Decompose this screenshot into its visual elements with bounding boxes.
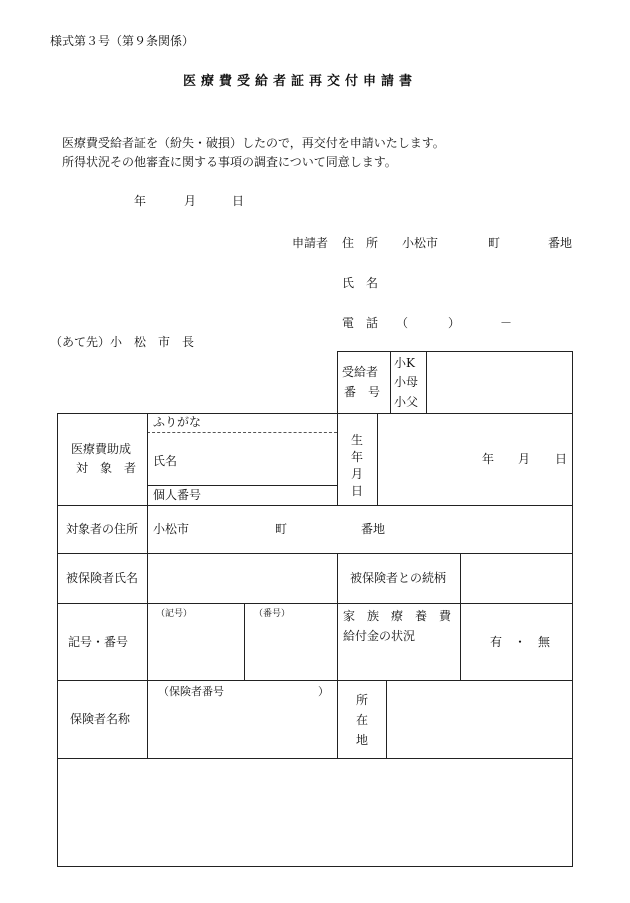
insurer-number-close: ） — [318, 685, 329, 698]
family-care-label-2: 給付金の状況 — [343, 629, 416, 643]
phone-dash: － — [500, 316, 513, 330]
recipient-number-label-1: 受給者 — [342, 365, 379, 379]
address-row-label: 対象者の住所 — [66, 522, 139, 536]
form-title: 医療費受給者証再交付申請書 — [183, 74, 418, 89]
form-number: 様式第３号（第９条関係） — [50, 34, 195, 48]
symbol-note: （記号） — [156, 609, 193, 619]
insured-name-label: 被保険者氏名 — [66, 571, 139, 585]
address-town: 町 — [275, 522, 288, 536]
phone-close-paren: ） — [448, 316, 461, 330]
subject-name-label: 氏名 — [153, 454, 178, 468]
address-banchi: 番地 — [361, 522, 386, 536]
insurer-name-label: 保険者名称 — [70, 712, 131, 726]
birth-date-label: 生年月日 — [350, 433, 363, 498]
relationship-label: 被保険者との続柄 — [350, 571, 447, 585]
birth-year-label: 年 — [482, 452, 495, 466]
symbol-number-label: 記号・番号 — [68, 635, 129, 649]
date-year-label: 年 — [134, 194, 147, 208]
applicant-phone-label: 電 話 — [342, 316, 379, 330]
statement-line-2: 所得状況その他審査に関する事項の調査について同意します。 — [62, 155, 397, 169]
statement-line-1: 医療費受給者証を（紛失・破損）したので，再交付を申請いたします。 — [62, 136, 445, 150]
addressee: （あて先）小 松 市 長 — [50, 335, 195, 349]
recipient-type-k: 小K — [394, 356, 415, 370]
applicant-city: 小松市 — [402, 236, 439, 250]
applicant-label: 申請者 — [292, 236, 329, 250]
birth-day-label: 日 — [555, 452, 568, 466]
applicant-name-label: 氏 名 — [342, 276, 379, 290]
insurer-number-open: （保険者番号 — [158, 685, 224, 698]
date-day-label: 日 — [232, 194, 245, 208]
birth-month-label: 月 — [518, 452, 531, 466]
furigana-label: ふりがな — [153, 415, 202, 429]
recipient-type-father: 小父 — [394, 395, 419, 409]
address-city: 小松市 — [153, 522, 190, 536]
applicant-town: 町 — [488, 236, 501, 250]
insurer-location-label: 所在地 — [355, 693, 368, 747]
recipient-number-label-2: 番 号 — [344, 385, 381, 399]
subject-label-2: 対 象 者 — [76, 461, 137, 475]
personal-number-label: 個人番号 — [153, 488, 202, 502]
date-month-label: 月 — [184, 194, 197, 208]
subject-label-1: 医療費助成 — [71, 442, 132, 456]
applicant-banchi: 番地 — [548, 236, 573, 250]
recipient-type-mother: 小母 — [394, 375, 419, 389]
number-note: （番号） — [254, 609, 291, 619]
phone-open-paren: （ — [396, 316, 409, 330]
family-care-label-1: 家 族 療 養 費 — [343, 609, 452, 623]
yes-no-option: 有 ・ 無 — [490, 635, 551, 649]
applicant-address-label: 住 所 — [342, 236, 379, 250]
